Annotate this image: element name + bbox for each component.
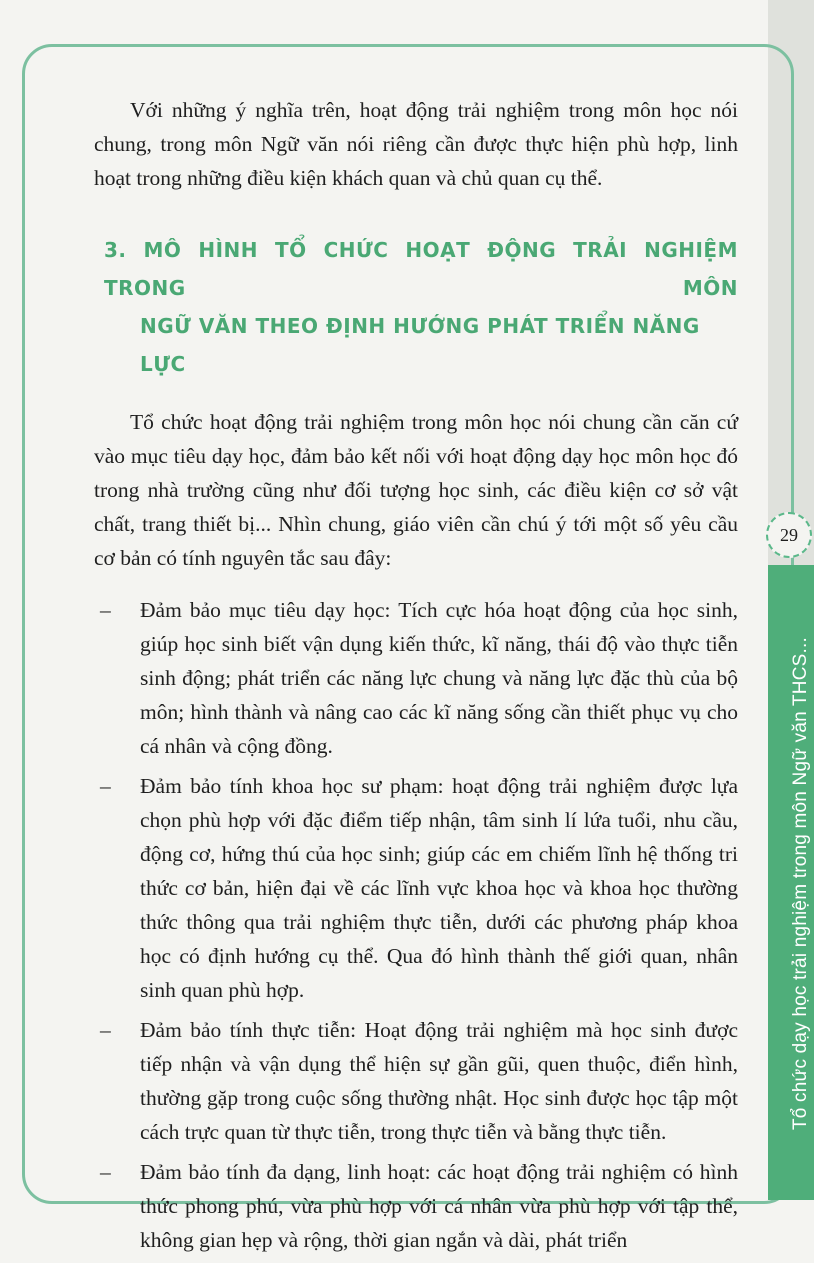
bullet-dash: –	[100, 1160, 111, 1184]
page-content	[94, 93, 738, 1263]
list-item	[94, 1013, 738, 1149]
section-heading-line2: NGỮ VĂN THEO ĐỊNH HƯỚNG PHÁT TRIỂN NĂNG LỰC	[140, 314, 700, 376]
page-number-badge: 29	[766, 512, 812, 558]
section-heading-line1: 3. MÔ HÌNH TỔ CHỨC HOẠT ĐỘNG TRẢI NGHIỆM TRONG MÔN	[104, 238, 738, 300]
bullet-dash: –	[100, 598, 111, 622]
list-item-text: Đảm bảo tính đa dạng, linh hoạt: các hoạt động trải nghiệm có hình thức phong phú, vừa phù hợp với cá nhân vừa phù hợp với tập thể, không gian hẹp và rộng, thời gian ngắn và dài, phát triển	[140, 1160, 738, 1252]
list-item-text: Đảm bảo mục tiêu dạy học: Tích cực hóa hoạt động của học sinh, giúp học sinh biết vận dụng kiến thức, kĩ năng, thái độ vào thực tiễn sinh động; phát triển các năng lực chung và năng lực đặc thù của bộ môn; hình thành và nâng cao các kĩ năng sống cần thiết phục vụ cho cá nhân và cộng đồng.	[140, 598, 738, 758]
section-paragraph: Tổ chức hoạt động trải nghiệm trong môn học nói chung cần căn cứ vào mục tiêu dạy học, đảm bảo kết nối với hoạt động dạy học môn học đó trong nhà trường cũng như đối tượng học sinh, các điều kiện cơ sở vật chất, trang thiết bị... Nhìn chung, giáo viên cần chú ý tới một số yêu cầu cơ bản có tính nguyên tắc sau đây:	[94, 410, 738, 570]
requirements-list	[94, 593, 738, 1257]
list-item-text: Đảm bảo tính thực tiễn: Hoạt động trải nghiệm mà học sinh được tiếp nhận và vận dụng thể hiện sự gần gũi, quen thuộc, điển hình, thường gặp trong cuộc sống thường nhật. Học sinh được học tập một cách trực quan từ thực tiễn, trong thực tiễn và bằng thực tiễn.	[140, 1018, 738, 1144]
side-tab-title: Tổ chức dạy học trải nghiệm trong môn Ngữ văn THCS...	[790, 637, 811, 1130]
section-heading	[94, 231, 738, 383]
bullet-dash: –	[100, 1018, 111, 1042]
list-item-text: Đảm bảo tính khoa học sư phạm: hoạt động trải nghiệm được lựa chọn phù hợp với đặc điểm tiếp nhận, tâm sinh lí lứa tuổi, nhu cầu, động cơ, hứng thú của học sinh; giúp các em chiếm lĩnh hệ thống tri thức cơ bản, hiện đại về các lĩnh vực khoa học và khoa học thường thức thông qua trải nghiệm thực tiễn, dưới các phương pháp khoa học có định hướng cụ thể. Qua đó hình thành thế giới quan, nhân sinh quan phù hợp.	[140, 774, 738, 1002]
intro-paragraph: Với những ý nghĩa trên, hoạt động trải nghiệm trong môn học nói chung, trong môn Ngữ văn nói riêng cần được thực hiện phù hợp, linh hoạt trong những điều kiện khách quan và chủ quan cụ thể.	[94, 98, 738, 190]
list-item	[94, 769, 738, 1007]
bullet-dash: –	[100, 774, 111, 798]
list-item	[94, 1155, 738, 1257]
list-item	[94, 593, 738, 763]
